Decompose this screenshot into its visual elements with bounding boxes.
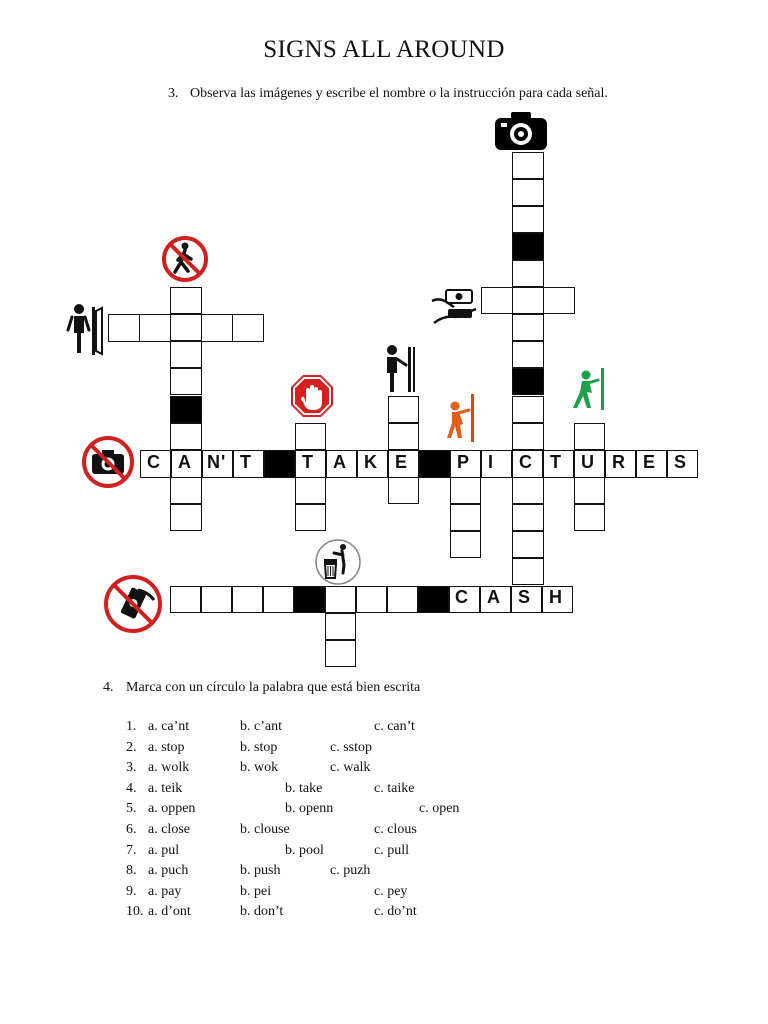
col-camera-cell xyxy=(512,233,544,260)
bottom-row-cell xyxy=(294,586,325,613)
answer-letter: S xyxy=(674,452,688,472)
col-nowalk-cell[interactable] xyxy=(170,287,202,314)
trash-bin-icon xyxy=(314,538,362,586)
main-row-cell xyxy=(264,450,295,478)
row-exit-cell[interactable] xyxy=(201,314,233,342)
bottom-row-cell[interactable] xyxy=(201,586,232,613)
option-c[interactable]: c. taike xyxy=(374,780,415,796)
question-number: 4. xyxy=(126,780,137,796)
section4-instruction: Marca con un círculo la palabra que está bien escrita xyxy=(126,680,421,695)
option-b[interactable]: b. pei xyxy=(240,883,272,899)
col-camera-cell[interactable] xyxy=(512,152,544,179)
option-b[interactable]: b. stop xyxy=(240,739,278,755)
main-row-cell[interactable] xyxy=(481,450,512,478)
option-a[interactable]: a. teik xyxy=(148,780,183,796)
col-open-cell[interactable] xyxy=(574,477,605,504)
answer-letter: E xyxy=(643,452,657,472)
pull-door-icon xyxy=(446,392,478,444)
option-c[interactable]: c. pey xyxy=(374,883,408,899)
col-open-cell[interactable] xyxy=(574,423,605,450)
option-a[interactable]: a. pay xyxy=(148,883,182,899)
cash-letter: C xyxy=(455,587,469,607)
section3-number: 3. xyxy=(168,86,179,101)
option-c[interactable]: c. do’nt xyxy=(374,904,417,920)
question-number: 8. xyxy=(126,863,137,879)
col-nowalk-cell[interactable] xyxy=(170,477,202,504)
col-stop-cell[interactable] xyxy=(295,423,326,450)
col-push-cell[interactable] xyxy=(388,477,419,504)
col-nowalk-cell[interactable] xyxy=(170,368,202,395)
question-number: 3. xyxy=(126,760,137,776)
answer-letter: I xyxy=(488,452,495,472)
push-door-icon xyxy=(380,344,418,394)
no-cash-icon xyxy=(102,572,164,636)
col-pull-cell[interactable] xyxy=(450,504,481,531)
answer-letter: U xyxy=(581,452,595,472)
question-number: 1. xyxy=(126,719,137,734)
answer-letter: R xyxy=(612,452,626,472)
col-nowalk-cell[interactable] xyxy=(170,314,202,341)
camera-icon xyxy=(493,110,549,152)
col-camera-cell[interactable] xyxy=(512,260,544,287)
answer-letter: K xyxy=(364,452,378,472)
option-a[interactable]: a. ca’nt xyxy=(148,719,190,734)
col-nowalk-cell xyxy=(170,396,202,423)
option-a[interactable]: a. wolk xyxy=(148,760,190,776)
col-camera-cell[interactable] xyxy=(512,341,544,368)
row-exit-cell[interactable] xyxy=(232,314,264,342)
col-trash-cell[interactable] xyxy=(325,640,356,667)
section4-number: 4. xyxy=(103,680,114,695)
row-cash-cell[interactable] xyxy=(543,287,575,314)
col-open-cell[interactable] xyxy=(574,504,605,531)
col-stop-cell[interactable] xyxy=(295,504,326,531)
bottom-row-cell[interactable] xyxy=(387,586,418,613)
answer-letter: T xyxy=(550,452,562,472)
option-b[interactable]: b. wok xyxy=(240,760,279,776)
answer-letter: T xyxy=(240,452,252,472)
option-a[interactable]: a. pul xyxy=(148,842,180,858)
col-camera-cell[interactable] xyxy=(512,531,544,558)
option-c[interactable]: c. pull xyxy=(374,842,409,858)
option-b[interactable]: b. take xyxy=(285,780,323,796)
option-c[interactable]: c. walk xyxy=(330,760,371,776)
answer-letter: C xyxy=(147,452,161,472)
col-trash-cell[interactable] xyxy=(325,613,356,640)
option-a[interactable]: a. close xyxy=(148,822,190,837)
answer-letter: C xyxy=(519,452,533,472)
option-b[interactable]: b. c’ant xyxy=(240,719,282,734)
col-camera-cell[interactable] xyxy=(512,179,544,206)
main-row-cell xyxy=(419,450,450,478)
col-camera-cell[interactable] xyxy=(512,206,544,233)
option-b[interactable]: b. push xyxy=(240,863,281,879)
exit-door-icon xyxy=(66,303,104,357)
question-number: 2. xyxy=(126,739,137,755)
bottom-row-cell[interactable] xyxy=(170,586,201,613)
option-a[interactable]: a. d’ont xyxy=(148,904,191,920)
row-exit-cell[interactable] xyxy=(139,314,171,342)
section3-instruction: Observa las imágenes y escribe el nombre o la instrucción para cada señal. xyxy=(190,86,608,101)
stop-sign-icon xyxy=(289,373,335,419)
option-b[interactable]: b. clouse xyxy=(240,822,290,837)
col-camera-cell[interactable] xyxy=(512,504,544,531)
col-pull-cell[interactable] xyxy=(450,531,481,558)
col-nowalk-cell[interactable] xyxy=(170,504,202,531)
option-b[interactable]: b. openn xyxy=(285,801,334,817)
row-cash-cell[interactable] xyxy=(481,287,513,314)
question-number: 10. xyxy=(126,904,144,920)
no-camera-icon xyxy=(80,434,136,490)
col-push-cell[interactable] xyxy=(388,396,419,423)
option-a[interactable]: a. stop xyxy=(148,739,185,755)
col-camera-cell xyxy=(512,368,544,395)
option-b[interactable]: b. don’t xyxy=(240,904,284,920)
answer-letter: A xyxy=(178,452,192,472)
question-number: 9. xyxy=(126,883,137,899)
cash-letter: A xyxy=(487,587,501,607)
col-camera-cell[interactable] xyxy=(512,423,544,450)
bottom-row-cell[interactable] xyxy=(263,586,294,613)
option-c[interactable]: c. puzh xyxy=(330,863,371,879)
bottom-row-cell[interactable] xyxy=(325,586,356,613)
no-walking-icon xyxy=(161,235,209,283)
bottom-row-cell[interactable] xyxy=(232,586,263,613)
answer-letter: N' xyxy=(207,452,227,472)
option-b[interactable]: b. pool xyxy=(285,842,324,858)
option-c[interactable]: c. clous xyxy=(374,822,417,837)
col-camera-cell[interactable] xyxy=(512,287,544,314)
answer-letter: A xyxy=(333,452,347,472)
page-title: SIGNS ALL AROUND xyxy=(263,36,505,63)
col-stop-cell[interactable] xyxy=(295,477,326,504)
pay-cash-icon xyxy=(430,287,480,327)
answer-letter: E xyxy=(395,452,409,472)
cash-letter: H xyxy=(549,587,563,607)
bottom-row-cell xyxy=(418,586,449,613)
cash-letter: S xyxy=(518,587,532,607)
col-camera-cell[interactable] xyxy=(512,558,544,585)
option-c[interactable]: c. can’t xyxy=(374,719,415,734)
col-pull-cell[interactable] xyxy=(450,477,481,504)
col-camera-cell[interactable] xyxy=(512,314,544,341)
col-push-cell[interactable] xyxy=(388,423,419,450)
answer-letter: P xyxy=(457,452,471,472)
option-a[interactable]: a. puch xyxy=(148,863,189,879)
open-door-icon xyxy=(568,366,608,412)
question-number: 5. xyxy=(126,801,137,817)
bottom-row-cell[interactable] xyxy=(356,586,387,613)
question-number: 6. xyxy=(126,822,137,837)
answer-letter: T xyxy=(302,452,314,472)
col-nowalk-cell[interactable] xyxy=(170,341,202,368)
option-c[interactable]: c. sstop xyxy=(330,739,372,755)
col-camera-cell[interactable] xyxy=(512,396,544,423)
col-camera-cell[interactable] xyxy=(512,477,544,504)
option-a[interactable]: a. oppen xyxy=(148,801,196,817)
option-c[interactable]: c. open xyxy=(419,801,460,817)
row-exit-cell[interactable] xyxy=(108,314,140,342)
col-nowalk-cell[interactable] xyxy=(170,423,202,450)
question-number: 7. xyxy=(126,842,137,858)
